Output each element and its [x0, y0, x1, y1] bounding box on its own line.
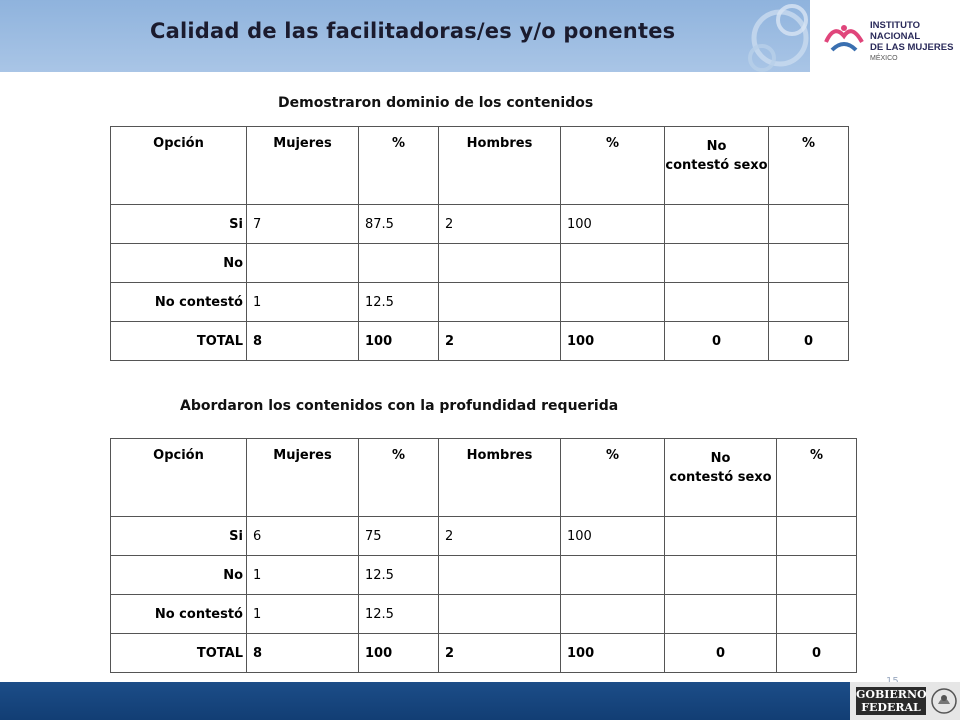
cell — [247, 244, 359, 283]
cell: 12.5 — [359, 595, 439, 634]
table2-title: Abordaron los contenidos con la profundidad requerida — [180, 398, 619, 414]
cell — [439, 595, 561, 634]
col-pct-no-contesto: % — [769, 127, 849, 205]
table-row — [111, 244, 849, 283]
row-label: TOTAL — [111, 634, 247, 673]
cell: 100 — [561, 517, 665, 556]
cell: 100 — [561, 205, 665, 244]
inmujeres-logo-icon — [822, 20, 866, 56]
cell — [439, 556, 561, 595]
cell — [561, 556, 665, 595]
table-row — [111, 205, 849, 244]
cell — [665, 556, 777, 595]
decorative-swirl-icon — [740, 0, 810, 72]
gobierno-federal-logo — [850, 682, 960, 720]
cell: 100 — [359, 634, 439, 673]
col-hombres: Hombres — [439, 127, 561, 205]
row-label: Si — [111, 517, 247, 556]
cell: 2 — [439, 322, 561, 361]
cell: 2 — [439, 205, 561, 244]
table-row — [111, 595, 857, 634]
cell — [665, 595, 777, 634]
cell: 100 — [359, 322, 439, 361]
col-pct-no-contesto: % — [777, 439, 857, 517]
row-label: No — [111, 244, 247, 283]
cell — [359, 244, 439, 283]
cell — [561, 283, 665, 322]
cell: 75 — [359, 517, 439, 556]
row-label: Si — [111, 205, 247, 244]
cell: 0 — [777, 634, 857, 673]
table1 — [110, 126, 849, 361]
row-label: No contestó — [111, 595, 247, 634]
cell — [769, 283, 849, 322]
cell — [777, 556, 857, 595]
cell — [777, 595, 857, 634]
cell: 1 — [247, 556, 359, 595]
inmujeres-logo — [818, 14, 958, 62]
cell — [777, 517, 857, 556]
cell — [769, 205, 849, 244]
col-no-contesto-line2: contestó sexo — [669, 470, 772, 485]
col-pct-hombres: % — [561, 127, 665, 205]
table1-header-row — [111, 127, 849, 205]
table-row-total — [111, 322, 849, 361]
cell: 2 — [439, 517, 561, 556]
gov-line-2: FEDERAL — [861, 701, 921, 714]
page-title: Calidad de las facilitadoras/es y/o ponentes — [150, 19, 676, 43]
table1-title: Demostraron dominio de los contenidos — [278, 95, 594, 111]
row-label: No contestó — [111, 283, 247, 322]
cell — [665, 244, 769, 283]
col-pct-mujeres: % — [359, 439, 439, 517]
col-opcion: Opción — [111, 127, 247, 205]
national-seal-icon — [930, 686, 958, 716]
cell: 100 — [561, 634, 665, 673]
cell: 8 — [247, 322, 359, 361]
cell: 2 — [439, 634, 561, 673]
header-banner — [0, 0, 810, 72]
col-no-contesto-line1: No — [706, 139, 727, 154]
cell: 1 — [247, 283, 359, 322]
cell: 0 — [665, 322, 769, 361]
cell: 1 — [247, 595, 359, 634]
col-opcion: Opción — [111, 439, 247, 517]
cell — [665, 205, 769, 244]
table-row — [111, 517, 857, 556]
logo-line-2: DE LAS MUJERES — [870, 42, 954, 53]
cell: 8 — [247, 634, 359, 673]
col-pct-hombres: % — [561, 439, 665, 517]
cell — [665, 283, 769, 322]
cell: 6 — [247, 517, 359, 556]
col-mujeres: Mujeres — [247, 439, 359, 517]
row-label: No — [111, 556, 247, 595]
cell — [561, 244, 665, 283]
footer-bar — [0, 682, 960, 720]
col-no-contesto — [665, 439, 777, 517]
cell: 87.5 — [359, 205, 439, 244]
table-row-total — [111, 634, 857, 673]
cell: 0 — [769, 322, 849, 361]
cell: 0 — [665, 634, 777, 673]
col-no-contesto-line1: No — [710, 451, 731, 466]
cell: 7 — [247, 205, 359, 244]
row-label: TOTAL — [111, 322, 247, 361]
gov-line-1: GOBIERNO — [856, 688, 927, 701]
cell — [561, 595, 665, 634]
logo-line-1: INSTITUTO NACIONAL — [870, 20, 921, 42]
cell — [769, 244, 849, 283]
logo-line-3: MÉXICO — [870, 55, 898, 62]
table-row — [111, 283, 849, 322]
table-row — [111, 556, 857, 595]
table2 — [110, 438, 857, 673]
col-pct-mujeres: % — [359, 127, 439, 205]
col-hombres: Hombres — [439, 439, 561, 517]
col-no-contesto — [665, 127, 769, 205]
cell — [439, 244, 561, 283]
col-no-contesto-line2: contestó sexo — [665, 158, 768, 173]
cell — [439, 283, 561, 322]
logo-text — [870, 20, 960, 64]
cell: 100 — [561, 322, 665, 361]
cell — [665, 517, 777, 556]
table2-header-row — [111, 439, 857, 517]
cell: 12.5 — [359, 556, 439, 595]
cell: 12.5 — [359, 283, 439, 322]
col-mujeres: Mujeres — [247, 127, 359, 205]
gobierno-federal-text — [856, 687, 926, 715]
